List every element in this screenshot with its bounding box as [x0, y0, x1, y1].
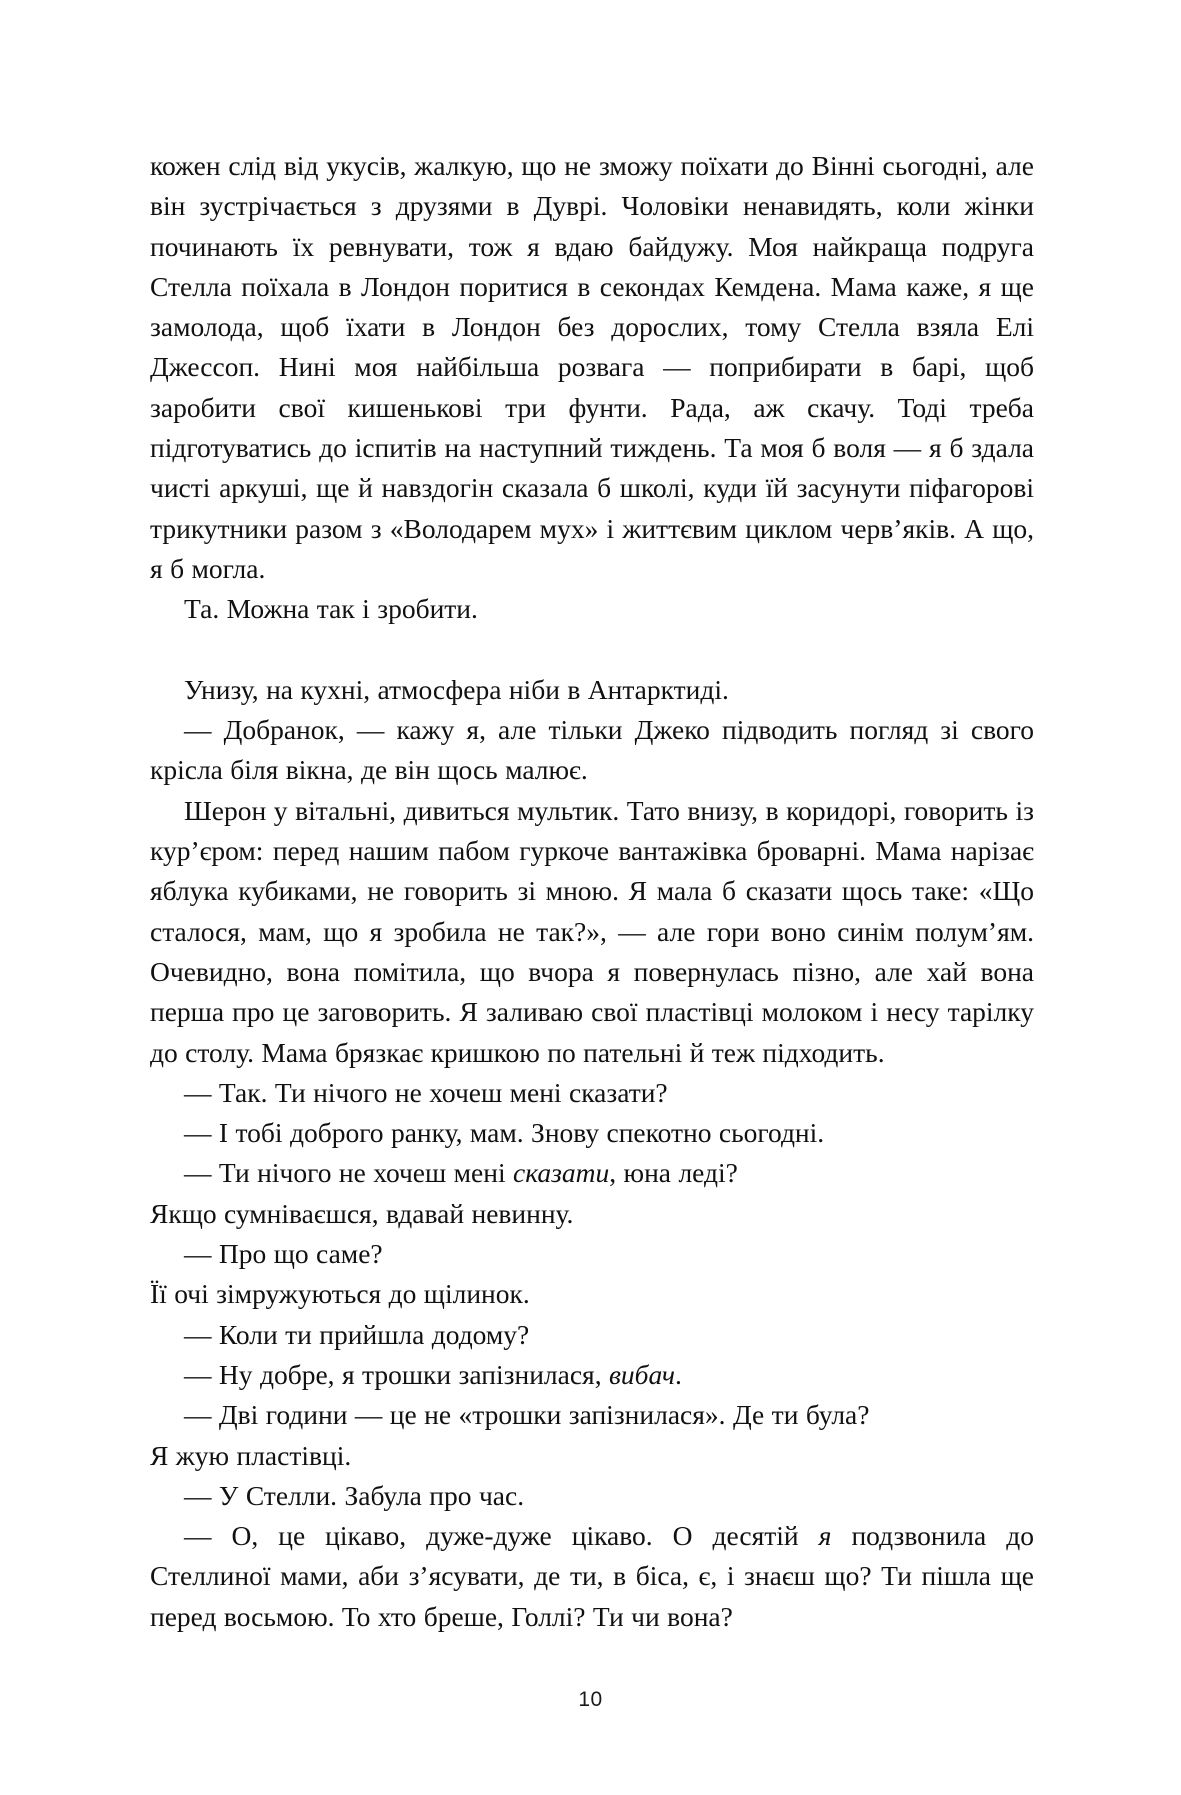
text-run: , юна леді?	[609, 1157, 738, 1189]
paragraph	[150, 1194, 1034, 1234]
paragraph	[150, 146, 1034, 589]
emphasized-text: я	[818, 1520, 832, 1552]
emphasized-text: сказати	[513, 1157, 610, 1189]
text-run: Та. Можна так і зробити.	[184, 593, 478, 625]
text-run: — Ну добре, я трошки запізнилася,	[184, 1358, 609, 1390]
paragraph	[150, 1516, 1034, 1637]
text-run: .	[675, 1358, 682, 1390]
paragraph	[150, 1234, 1034, 1274]
text-run: Шерон у вітальні, дивиться мультик. Тато внизу, в коридорі, говорить із кур’єром: перед нашим пабом гуркоче вантажівка броварні. Мама нарізає яблука кубиками, не говорить зі мною. Я мала б сказати щось таке: «Що сталося, мам, що я зробила не так?», — але гори воно синім полум’ям. Очевидно, вона помітила, що вчора я повернулась пізно, але хай вона перша про це заговорить. Я заливаю свої пластівці молоком і несу тарілку до столу. Мама брязкає кришкою по пательні й теж підходить.	[150, 794, 1034, 1068]
text-run: подзвонила до Стеллиної мами, аби з’ясувати, де ти, в біса, є, і знаєш що? Ти пішла ще перед восьмою. То хто бреше, Голлі? Ти чи вона?	[150, 1520, 1034, 1632]
text-run: — Ти нічого не хочеш мені	[184, 1157, 514, 1189]
paragraph	[150, 589, 1034, 629]
paragraph	[150, 791, 1034, 1073]
paragraph	[150, 1153, 1034, 1193]
text-run: — Коли ти прийшла додому?	[184, 1318, 530, 1350]
paragraph	[150, 1355, 1034, 1395]
text-run: — Добранок, — кажу я, але тільки Джеко підводить погляд зі свого крісла біля вікна, де він щось малює.	[150, 714, 1034, 786]
emphasized-text: вибач	[609, 1358, 676, 1390]
text-run: — І тобі доброго ранку, мам. Знову спекотно сьогодні.	[184, 1117, 825, 1149]
scene-break	[150, 630, 1034, 670]
paragraph	[150, 1274, 1034, 1314]
paragraph	[150, 1113, 1034, 1153]
paragraph	[150, 1395, 1034, 1435]
text-run: — У Стелли. Забула про час.	[184, 1479, 525, 1511]
text-run: Унизу, на кухні, атмосфера ніби в Антарктиді.	[184, 673, 729, 705]
paragraph	[150, 670, 1034, 710]
page-number: 10	[578, 1688, 603, 1711]
text-run: Її очі зімружуються до щілинок.	[150, 1278, 530, 1310]
text-run: — Про що саме?	[184, 1238, 383, 1270]
paragraph	[150, 710, 1034, 791]
text-run: Я жую пластівці.	[150, 1439, 352, 1471]
paragraph	[150, 1315, 1034, 1355]
paragraph	[150, 1476, 1034, 1516]
text-run: кожен слід від укусів, жалкую, що не зможу поїхати до Вінні сьогодні, але він зустрічається з друзями в Дуврі. Чоловіки ненавидять, коли жінки починають їх ревнувати, тож я вдаю байдужу. Моя найкраща подруга Стелла поїхала в Лондон поритися в секондах Кемдена. Мама каже, я ще замолода, щоб їхати в Лондон без дорослих, тому Стелла взяла Елі Джессоп. Нині моя найбільша розвага — поприбирати в барі, щоб заробити свої кишенькові три фунти. Рада, аж скачу. Тоді треба підготуватись до іспитів на наступний тиждень. Та моя б воля — я б здала чисті аркуші, ще й навздогін сказала б школі, куди їй засунути піфагорові трикутники разом з «Володарем мух» і життєвим циклом черв’яків. А що, я б могла.	[150, 150, 1034, 584]
text-run: — Так. Ти нічого не хочеш мені сказати?	[184, 1076, 668, 1108]
text-run: — Дві години — це не «трошки запізнилася». Де ти була?	[184, 1399, 870, 1431]
paragraph	[150, 1436, 1034, 1476]
paragraph	[150, 1073, 1034, 1113]
text-run: Якщо сумніваєшся, вдавай невинну.	[150, 1197, 574, 1229]
body-text-column	[150, 146, 1034, 1637]
text-run: — О, це цікаво, дуже-дуже цікаво. О десятій	[184, 1520, 819, 1552]
